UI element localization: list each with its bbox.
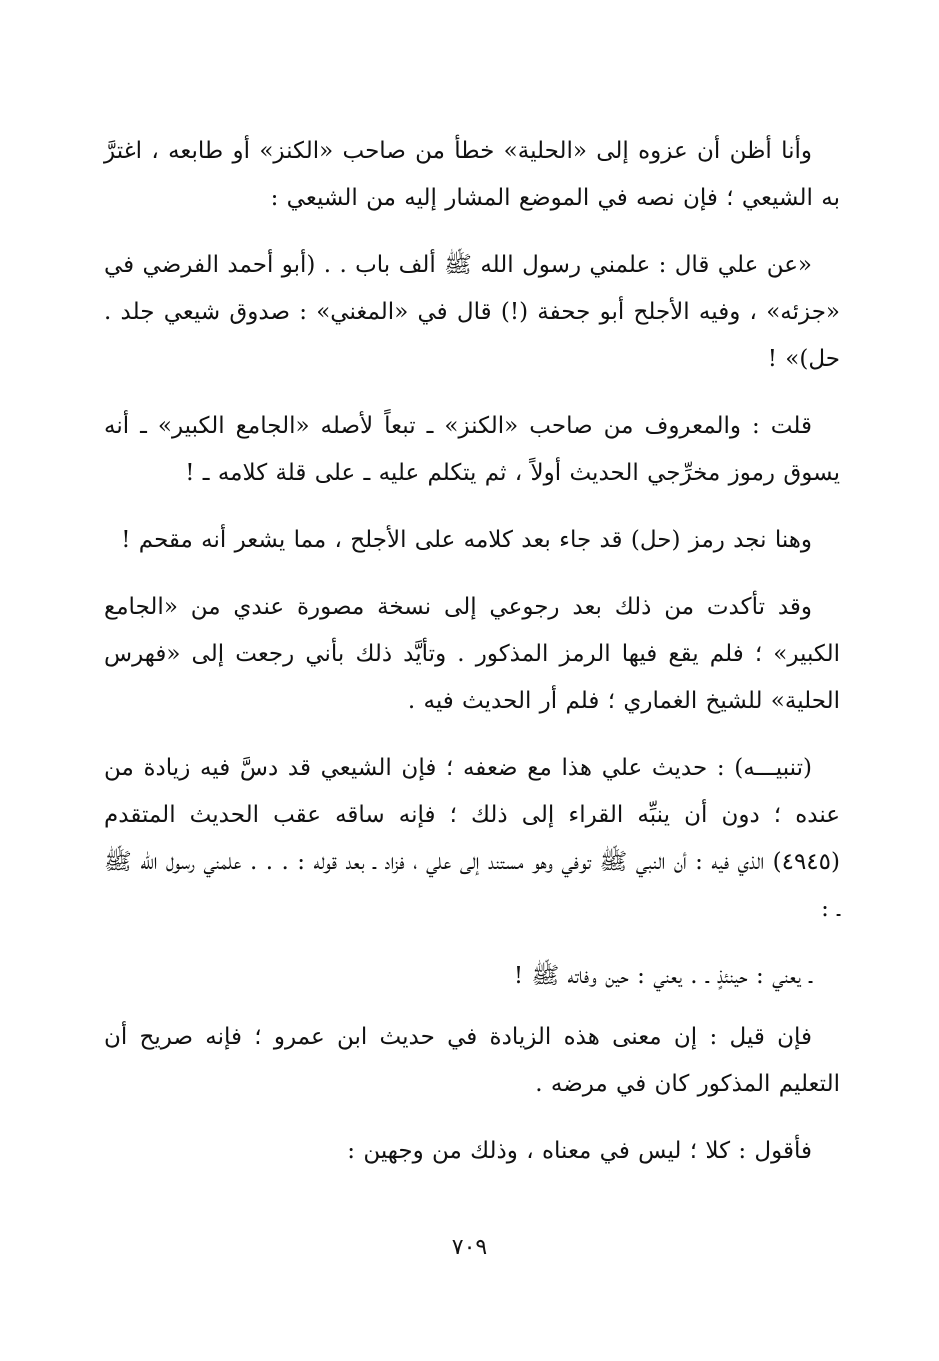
paragraph-comment: قلت : والمعروف من صاحب «الكنز» ـ تبعاً لأصله «الجامع الكبير» ـ أنه يسوق رموز مخرِّجي الحديث أولاً ، ثم يتكلم عليه ـ على قلة كلامه ـ ! (104, 413, 840, 486)
paragraph-objection: فإن قيل : إن معنى هذه الزيادة في حديث ابن عمرو ؛ فإنه صريح أن التعليم المذكور كان في مرضه . (104, 1024, 840, 1097)
paragraph-addition: ـ يعني : حينئذٍ ـ . يعني : حين وفاته ﷺ ! (513, 963, 812, 989)
page-body (104, 128, 840, 1195)
paragraph-intro: وأنا أظن أن عزوه إلى «الحلية» خطأ من صاحب «الكنز» أو طابعه ، اغترَّ به الشيعي ؛ فإن نصه في الموضع المشار إليه من الشيعي : (104, 138, 840, 211)
paragraph-verification: وقد تأكدت من ذلك بعد رجوعي إلى نسخة مصورة عندي من «الجامع الكبير» ؛ فلم يقع فيها الرمز المذكور . وتأيَّد ذلك بأني رجعت إلى «فهرس الحلية» للشيخ الغماري ؛ فلم أر الحديث فيه . (104, 594, 840, 714)
page-number: ٧٠٩ (451, 1235, 488, 1260)
paragraph-reply: فأقول : كلا ؛ ليس في معناه ، وذلك من وجهين : (347, 1138, 812, 1164)
paragraph-symbol-note: وهنا نجد رمز (حل) قد جاء بعد كلامه على الأجلح ، مما يشعر أنه مقحم ! (121, 527, 812, 553)
paragraph-notice: (تنبيـــه) : حديث علي هذا مع ضعفه ؛ فإن الشيعي قد دسَّ فيه زيادة من عنده ؛ دون أن ينبِّه القراء إلى ذلك ؛ فإنه ساقه عقب الحديث المتقدم (٤٩٤٥) الذي فيه : أن النبي ﷺ توفي وهو مستند إلى علي ، فزاد ـ بعد قوله : . . . علمني رسول الله ﷺ ـ : (104, 755, 840, 922)
paragraph-quote: «عن علي قال : علمني رسول الله ﷺ ألف باب . . (أبو أحمد الفرضي في «جزئه» ، وفيه الأجلح أبو جحفة (!) قال في «المغني» : صدوق شيعي جلد . حل)» ! (104, 252, 840, 372)
